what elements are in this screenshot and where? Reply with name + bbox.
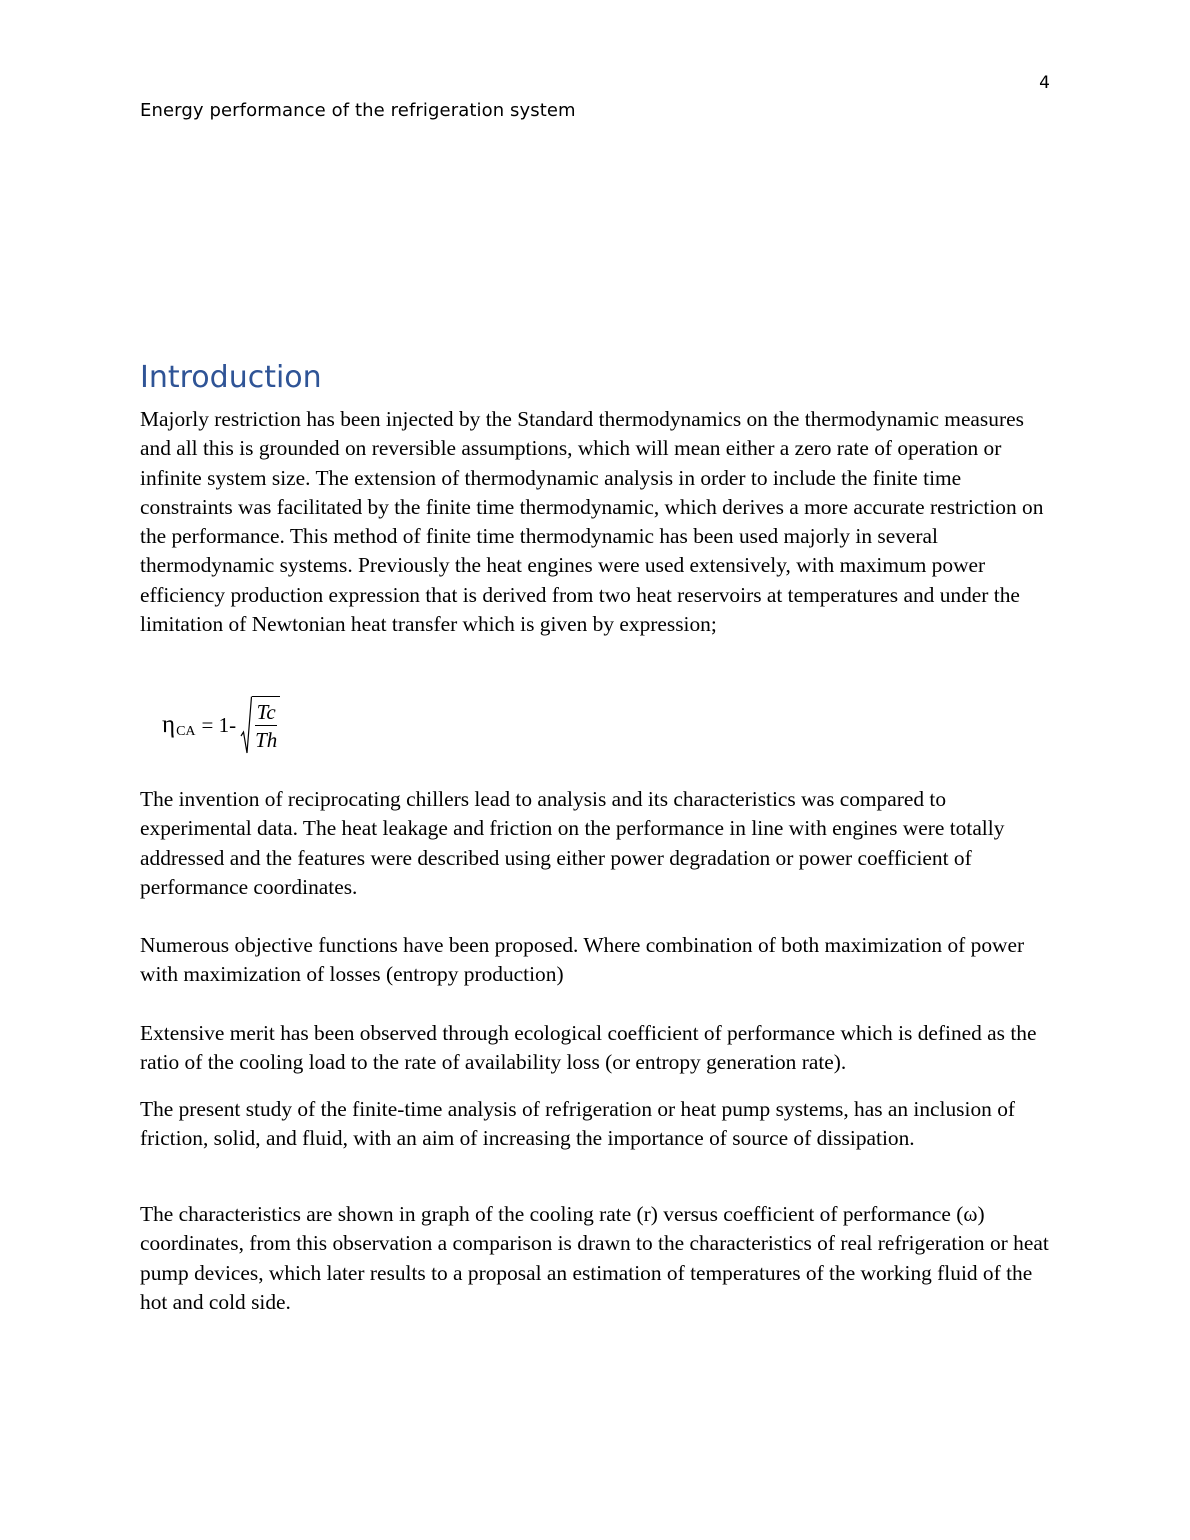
formula-rhs-prefix: = 1-: [201, 712, 237, 737]
carnot-efficiency-formula: [162, 694, 280, 756]
formula-subscript: CA: [176, 724, 196, 739]
page-number: 4: [1039, 73, 1050, 93]
paragraph-characteristics: The characteristics are shown in graph of the cooling rate (r) versus coefficient of performance (ω) coordinates, from this observation a comparison is drawn to the characteristics of real refrigeration or heat pump devices, which later results to a proposal an estimation of temperatures of the working fluid of the hot and cold side.: [140, 1202, 1049, 1314]
paragraph-objective-functions: Numerous objective functions have been proposed. Where combination of both maximization of power with maximization of losses (entropy production): [140, 933, 1025, 987]
fraction-denominator: Th: [255, 728, 278, 752]
square-root: [240, 696, 280, 754]
paragraph-present-study: The present study of the finite-time analysis of refrigeration or heat pump systems, has an inclusion of friction, solid, and fluid, with an aim of increasing the importance of source of dissipation.: [140, 1097, 1016, 1151]
paragraph-reciprocating-chillers: The invention of reciprocating chillers lead to analysis and its characteristics was compared to experimental data. The heat leakage and friction on the performance in line with engines were totally addressed and the features were described using either power degradation or power coefficient of performance coordinates.: [140, 787, 1005, 899]
fraction-numerator: Tc: [256, 700, 276, 724]
paragraph-intro: Majorly restriction has been injected by the Standard thermodynamics on the thermodynamic measures and all this is grounded on reversible assumptions, which will mean either a zero rate of operation or infinite system size. The extension of thermodynamic analysis in order to include the finite time constraints was facilitated by the finite time thermodynamic, which derives a more accurate restriction on the performance. This method of finite time thermodynamic has been used majorly in several thermodynamic systems. Previously the heat engines were used extensively, with maximum power efficiency production expression that is derived from two heat reservoirs at temperatures and under the limitation of Newtonian heat transfer which is given by expression;: [140, 407, 1044, 637]
running-head: Energy performance of the refrigeration system: [140, 100, 576, 121]
radical-sign-icon: [240, 696, 252, 754]
section-heading: Introduction: [140, 360, 322, 395]
radicand-fraction: [252, 696, 280, 754]
paragraph-ecological-cop: Extensive merit has been observed through ecological coefficient of performance which is defined as the ratio of the cooling load to the rate of availability loss (or entropy generation rate).: [140, 1021, 1037, 1075]
formula-eta-symbol: η: [162, 711, 176, 738]
